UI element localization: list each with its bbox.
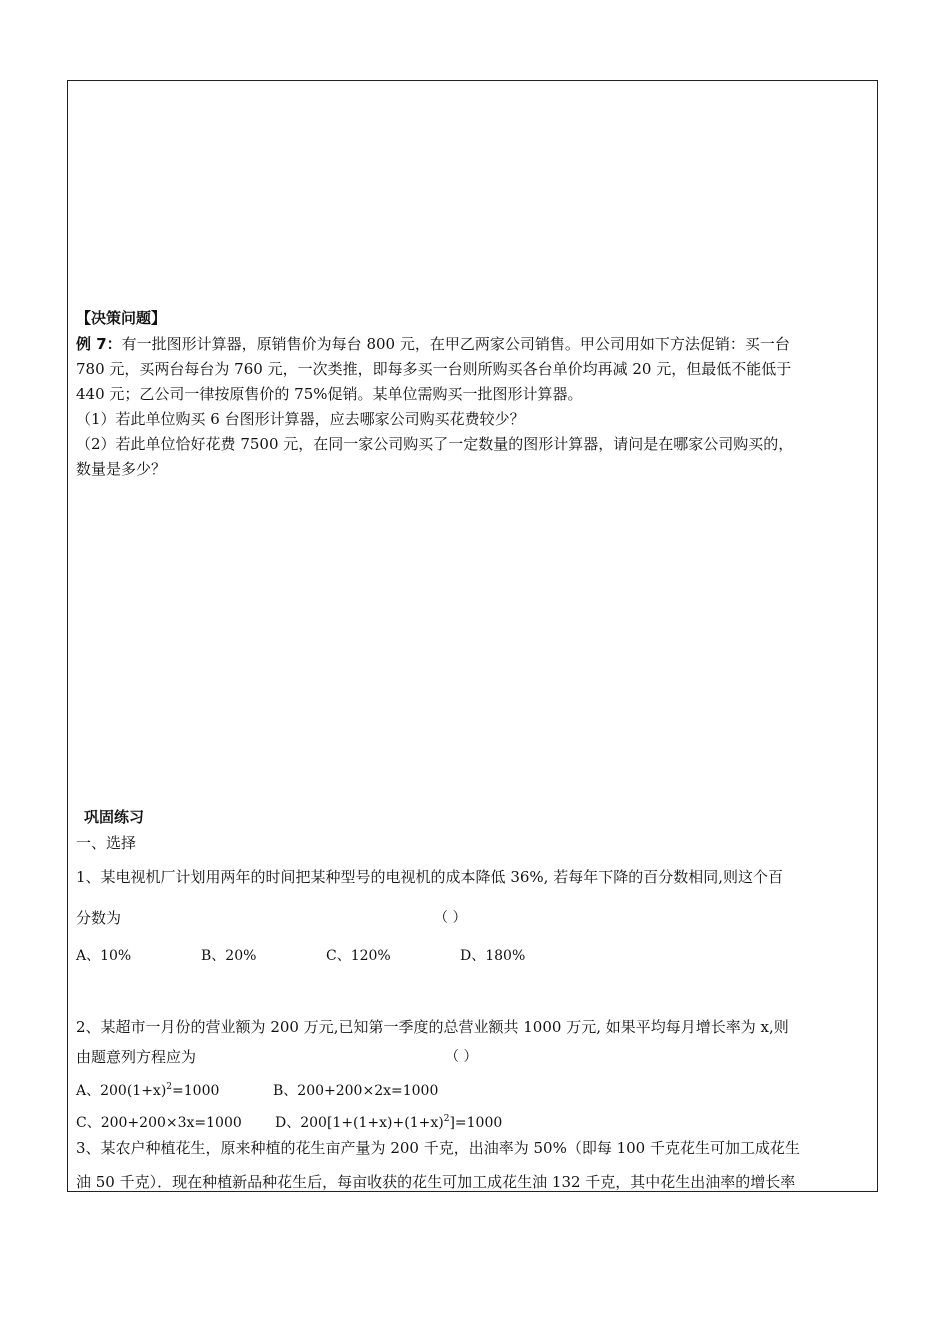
problem-2-option-d: D、$200[1+(1+x)+(1+x)^2]=1000$: [275, 1114, 503, 1131]
question-1: （1）若此单位购买 6 台图形计算器，应去哪家公司购买花费较少？: [76, 410, 525, 428]
problem-2-line-2: 由题意列方程应为: [76, 1048, 197, 1066]
practice-heading: 巩固练习: [84, 808, 145, 826]
example-7-line-2: 780 元，买两台每台为 760 元，一次类推，即每多买一台则所购买各台单价均再减 20 元，但最低不能低于: [76, 360, 792, 378]
question-2-line-2: 数量是多少？: [76, 460, 167, 478]
problem-2-option-c: C、200+200×3x=1000: [76, 1115, 242, 1131]
problem-1-option-a: A、10%: [76, 948, 132, 964]
problem-1-option-d: D、180%: [460, 948, 526, 964]
problem-1-option-b: B、20%: [201, 948, 257, 964]
example-label: 例 7：: [76, 335, 122, 353]
question-2-line-1: （2）若此单位恰好花费 7500 元，在同一家公司购买了一定数量的图形计算器，请问是在哪家公司购买的，: [76, 435, 794, 453]
problem-2-line-1: 2、某超市一月份的营业额为 200 万元,已知第一季度的总营业额共 1000 万元, 如果平均每月增长率为 x,则: [76, 1018, 789, 1036]
problem-1-option-c: C、120%: [326, 948, 391, 964]
example-7-line-3: 440 元；乙公司一律按原售价的 75%促销。某单位需购买一批图形计算器。: [76, 385, 583, 403]
problem-1-line-2: 分数为: [76, 909, 122, 927]
problem-2-option-a: A、$200(1+x)^2=1000$: [76, 1082, 220, 1099]
problem-2-option-b: B、200+200×2x=1000: [273, 1083, 439, 1099]
problem-1-line-1: 1、某电视机厂计划用两年的时间把某种型号的电视机的成本降低 36%, 若每年下降的百分数相同,则这个百: [76, 868, 783, 886]
decision-heading: 【决策问题】: [76, 309, 167, 327]
example-7-line-1: [76, 333, 790, 354]
problem-3-line-1: 3、某农户种植花生，原来种植的花生亩产量为 200 千克，出油率为 50%（即每 100 千克花生可加工成花生: [76, 1139, 800, 1157]
problem-3-line-2: 油 50 千克）．现在种植新品种花生后，每亩收获的花生可加工成花生油 132 千克，其中花生出油率的增长率: [76, 1173, 796, 1191]
problem-2-answer-blank: （ ）: [445, 1049, 478, 1065]
example-text: 有一批图形计算器，原销售价为每台 800 元，在甲乙两家公司销售。甲公司用如下方法促销：买一台: [121, 335, 790, 353]
section-title: 一、选择: [76, 834, 137, 852]
problem-1-answer-blank: （ ）: [434, 910, 467, 926]
